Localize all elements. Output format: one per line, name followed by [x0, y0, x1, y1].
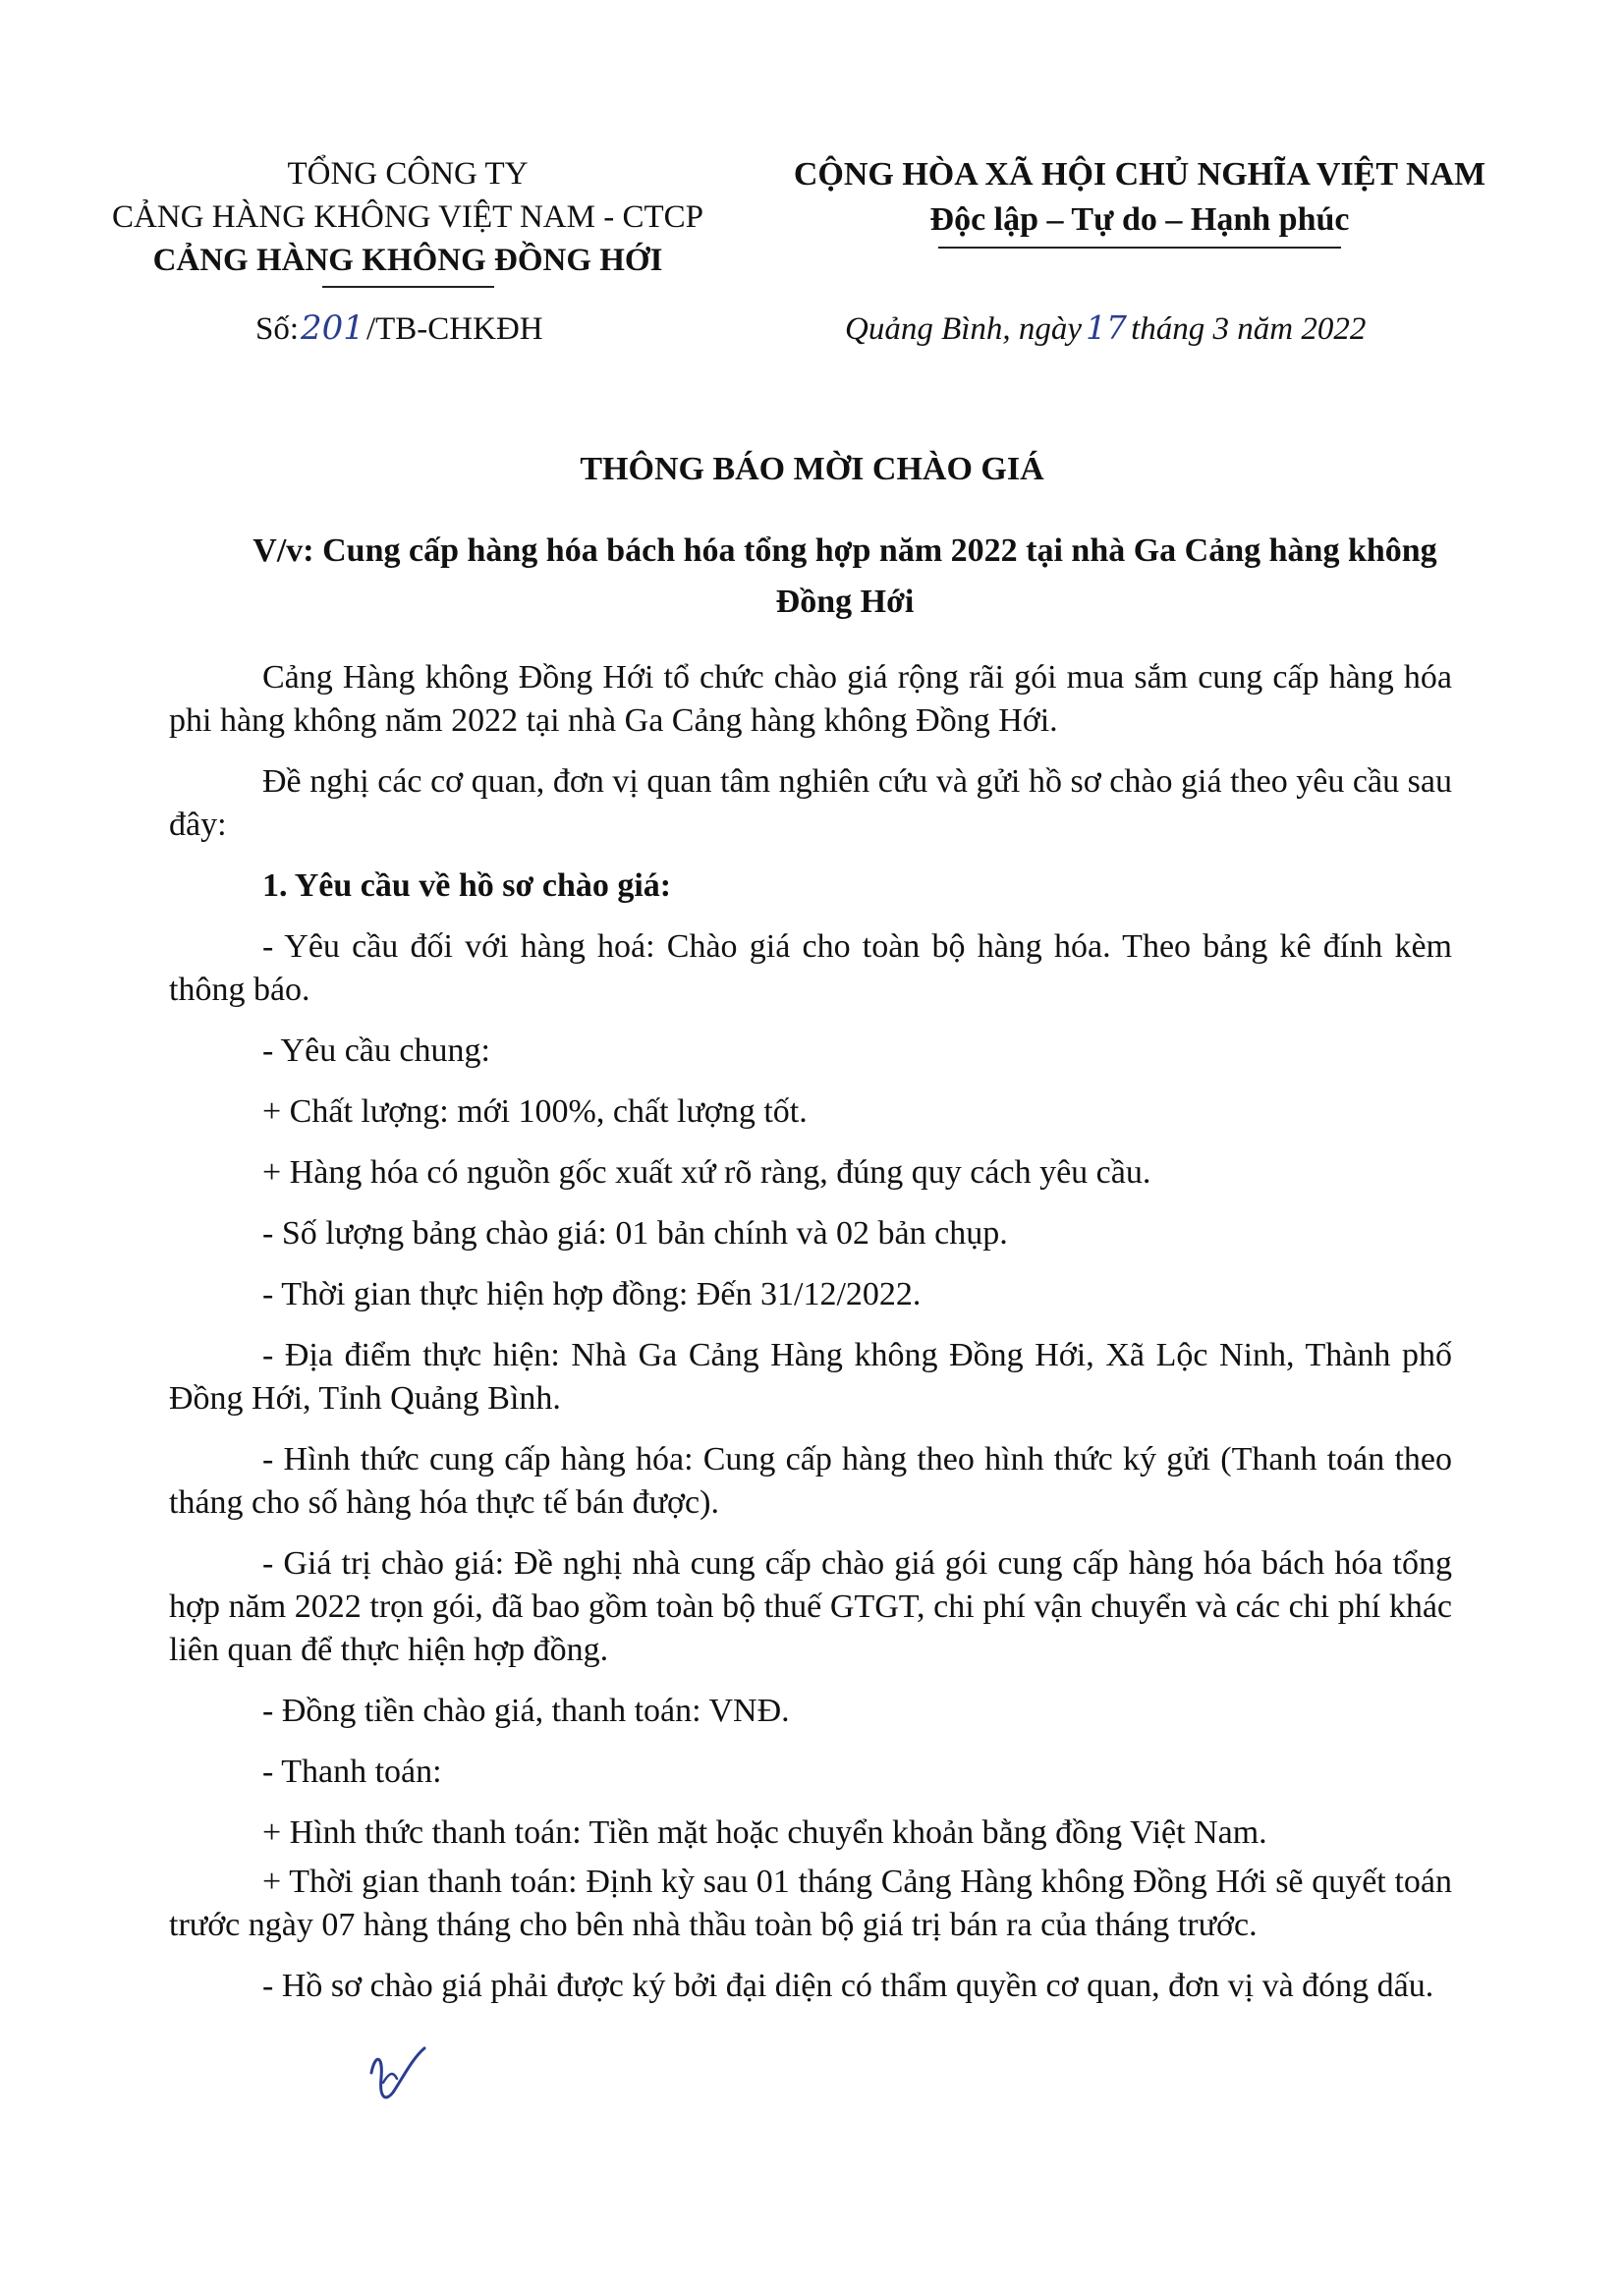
place-date: [845, 307, 1366, 351]
issuer-underline: [322, 286, 494, 288]
body-paragraph: - Đồng tiền chào giá, thanh toán: VNĐ.: [262, 1693, 790, 1729]
body-paragraph: + Chất lượng: mới 100%, chất lượng tốt.: [262, 1093, 808, 1130]
body-paragraph: + Hình thức thanh toán: Tiền mặt hoặc chuyển khoản bằng đồng Việt Nam.: [262, 1814, 1267, 1851]
initial-signature: [364, 2043, 432, 2112]
body-paragraph: - Hồ sơ chào giá phải được ký bởi đại diện có thẩm quyền cơ quan, đơn vị và đóng dấu.: [262, 1968, 1434, 2004]
doc-number-suffix: /TB-CHKĐH: [365, 311, 543, 347]
issuer-header: [93, 152, 722, 288]
body-paragraph: + Hàng hóa có nguồn gốc xuất xứ rõ ràng, đúng quy cách yêu cầu.: [262, 1154, 1151, 1191]
national-header: [766, 152, 1513, 249]
body-paragraph: - Số lượng bảng chào giá: 01 bản chính và 02 bản chụp.: [262, 1215, 1008, 1252]
document-number: [255, 307, 543, 351]
body-paragraph: - Thời gian thực hiện hợp đồng: Đến 31/12/2022.: [262, 1276, 922, 1312]
body-paragraph: - Hình thức cung cấp hàng hóa: Cung cấp hàng theo hình thức ký gửi (Thanh toán theo tháng cho số hàng hóa thực tế bán được).: [169, 1441, 1452, 1521]
nation-motto: Độc lập – Tự do – Hạnh phúc: [929, 201, 1350, 238]
document-title: THÔNG BÁO MỜI CHÀO GIÁ: [580, 451, 1044, 487]
date-day-handwritten: 17: [1086, 308, 1128, 347]
date-prefix: Quảng Bình, ngày: [845, 311, 1083, 347]
issuer-line-1: TỔNG CÔNG TY: [287, 156, 529, 192]
body-paragraph: Cảng Hàng không Đồng Hới tổ chức chào giá rộng rãi gói mua sắm cung cấp hàng hóa phi hàng không năm 2022 tại nhà Ga Cảng hàng không Đồng Hới.: [169, 659, 1452, 739]
issuer-line-3: CẢNG HÀNG KHÔNG ĐỒNG HỚI: [152, 243, 663, 278]
body-paragraph: + Thời gian thanh toán: Định kỳ sau 01 tháng Cảng Hàng không Đồng Hới sẽ quyết toán trước ngày 07 hàng tháng cho bên nhà thầu toàn bộ giá trị bán ra của tháng trước.: [169, 1864, 1452, 1943]
issuer-line-2: CẢNG HÀNG KHÔNG VIỆT NAM - CTCP: [112, 199, 703, 235]
body-paragraph: Đề nghị các cơ quan, đơn vị quan tâm nghiên cứu và gửi hồ sơ chào giá theo yêu cầu sau đây:: [169, 763, 1452, 843]
doc-number-prefix: Số:: [255, 311, 300, 347]
body-paragraph: - Yêu cầu chung:: [262, 1032, 490, 1069]
body-paragraph: - Địa điểm thực hiện: Nhà Ga Cảng Hàng không Đồng Hới, Xã Lộc Ninh, Thành phố Đồng Hới, Tỉnh Quảng Bình.: [169, 1337, 1452, 1417]
nation-name: CỘNG HÒA XÃ HỘI CHỦ NGHĨA VIỆT NAM: [793, 156, 1486, 193]
motto-underline: [938, 247, 1341, 249]
document-body: [169, 656, 1452, 2026]
body-paragraph: - Yêu cầu đối với hàng hoá: Chào giá cho toàn bộ hàng hóa. Theo bảng kê đính kèm thông báo.: [169, 928, 1452, 1008]
body-paragraph: - Thanh toán:: [262, 1754, 442, 1790]
body-paragraph: - Giá trị chào giá: Đề nghị nhà cung cấp chào giá gói cung cấp hàng hóa bách hóa tổng hợp năm 2022 trọn gói, đã bao gồm toàn bộ thuế GTGT, chi phí vận chuyển và các chi phí khác liên quan để thực hiện hợp đồng.: [169, 1545, 1452, 1668]
date-suffix: tháng 3 năm 2022: [1131, 311, 1367, 347]
doc-number-handwritten: 201: [301, 308, 364, 348]
document-subject: V/v: Cung cấp hàng hóa bách hóa tổng hợp năm 2022 tại nhà Ga Cảng hàng không Đồng Hới: [252, 532, 1437, 620]
section-heading: 1. Yêu cầu về hồ sơ chào giá:: [262, 867, 672, 904]
